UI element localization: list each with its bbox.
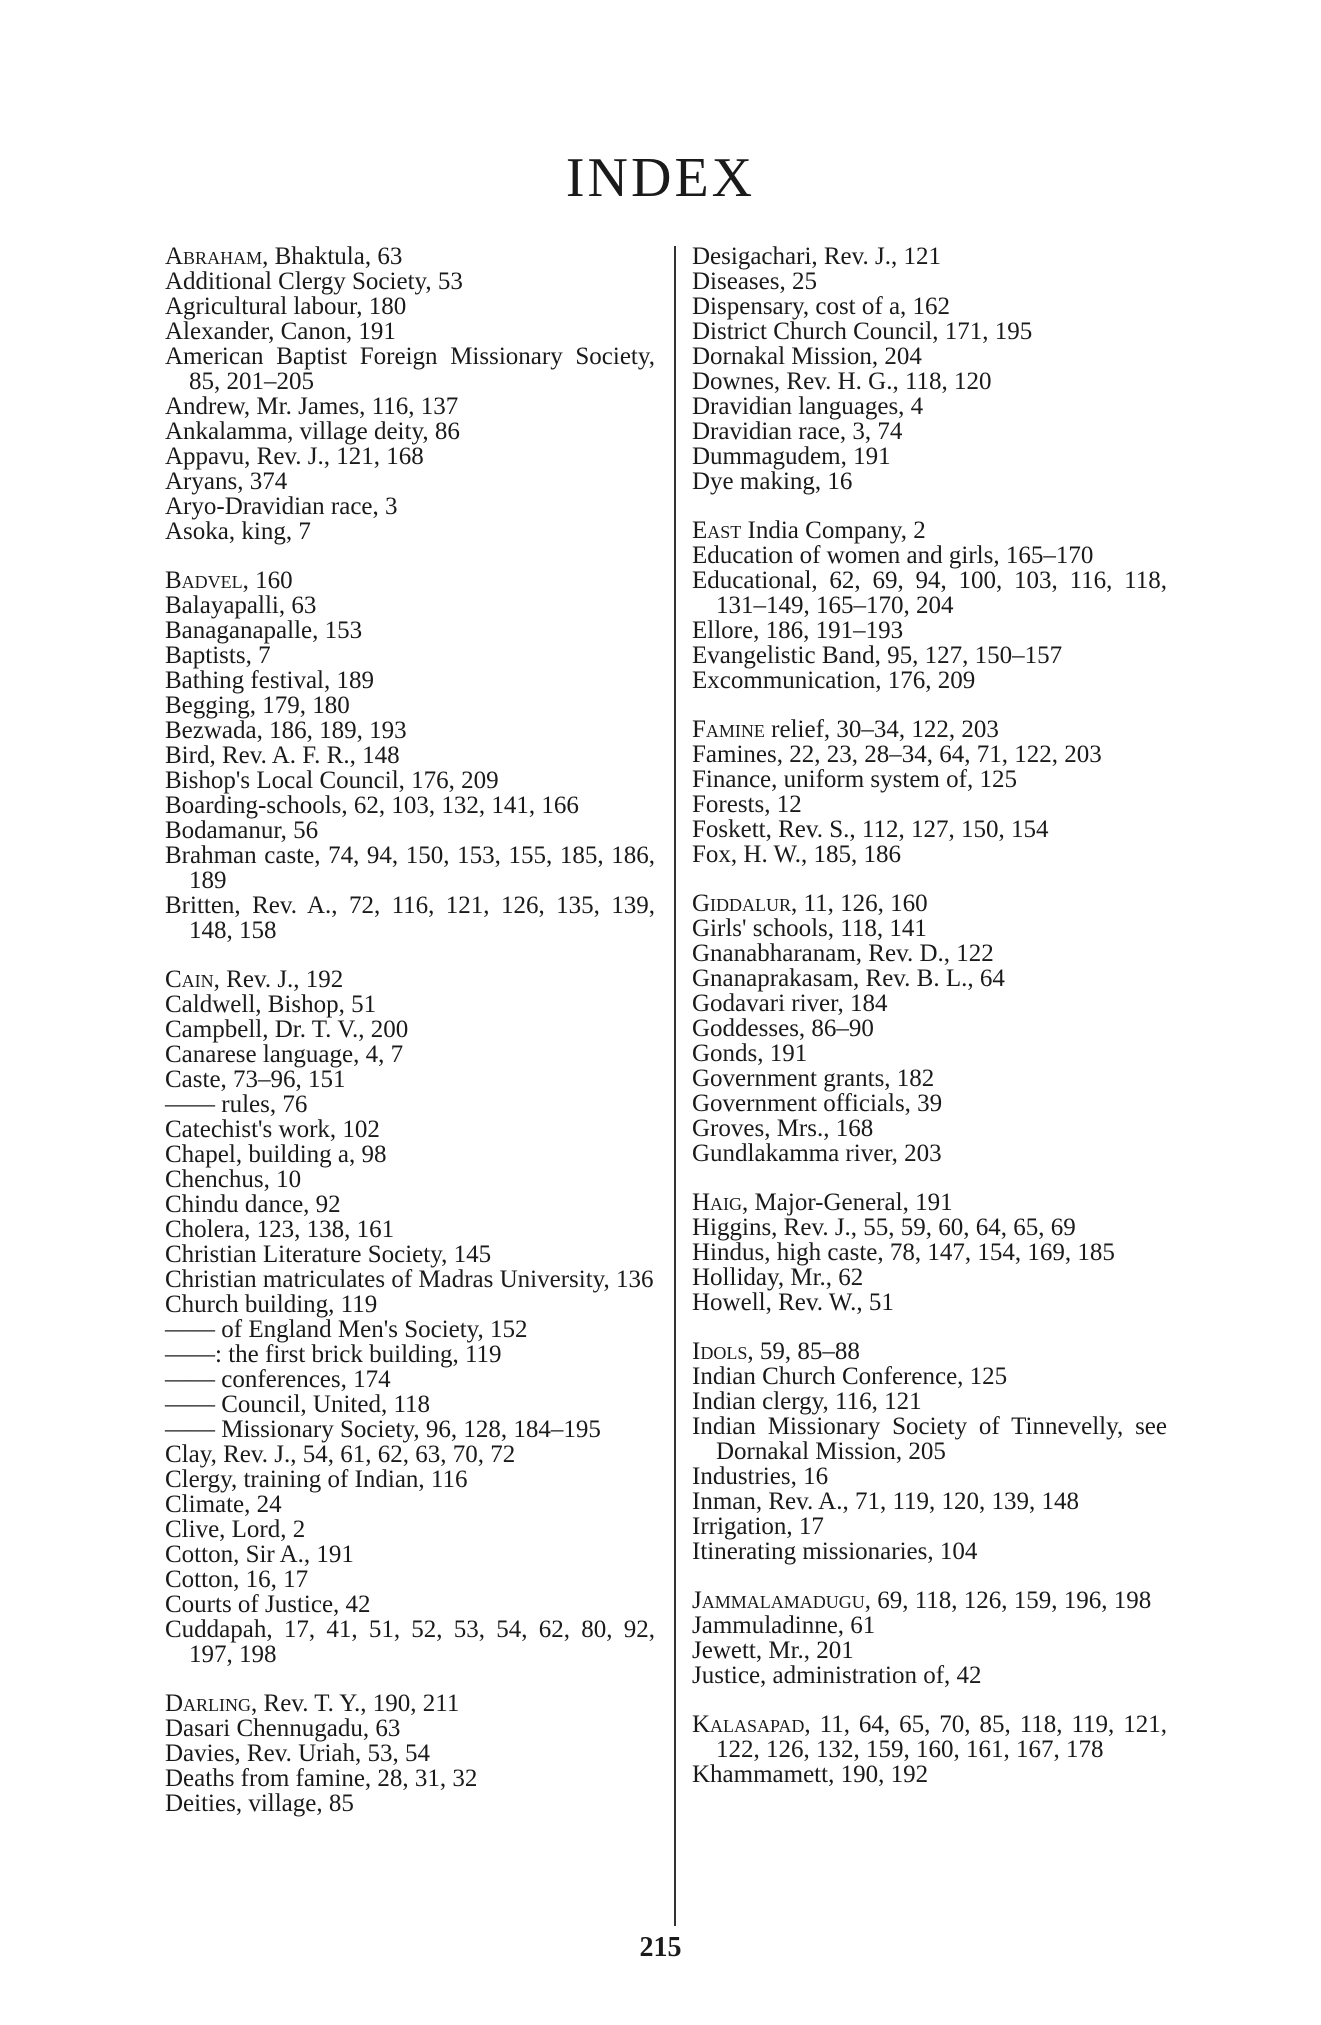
index-entry: Appavu, Rev. J., 121, 168 (165, 443, 424, 470)
index-entry: Indian clergy, 116, 121 (692, 1388, 922, 1415)
index-entry: Christian Literature Society, 145 (165, 1241, 492, 1268)
index-entry: Cotton, Sir A., 191 (165, 1541, 354, 1568)
index-entry-lead: East (692, 517, 742, 544)
index-entry-lead: Cain, (165, 966, 220, 993)
index-entry (692, 1712, 1167, 1762)
index-column-right (692, 244, 1167, 1811)
index-entry: Educational, 62, 69, 94, 100, 103, 116, 118, 131–149, 165–170, 204 (692, 567, 1167, 619)
index-entry: Forests, 12 (692, 791, 802, 818)
index-entry-lead: Giddalur, (692, 890, 798, 917)
index-entry: Christian matriculates of Madras University, 136 (165, 1266, 654, 1293)
index-entry: Downes, Rev. H. G., 118, 120 (692, 368, 992, 395)
index-entry-pages: 160 (248, 567, 293, 594)
index-entry: Additional Clergy Society, 53 (165, 268, 463, 295)
index-entry: Khammamett, 190, 192 (692, 1761, 929, 1788)
index-entry: Foskett, Rev. S., 112, 127, 150, 154 (692, 816, 1049, 843)
index-entry (692, 891, 1167, 916)
index-entry (165, 244, 655, 269)
index-letter-group (692, 1712, 1167, 1787)
index-entry-pages: 11, 64, 65, 70, 85, 118, 119, 121, 122, 126, 132, 159, 160, 161, 167, 178 (716, 1711, 1167, 1763)
index-entry: —— Missionary Society, 96, 128, 184–195 (165, 1416, 601, 1443)
index-entry: Canarese language, 4, 7 (165, 1041, 404, 1068)
index-entry: Caldwell, Bishop, 51 (165, 991, 377, 1018)
index-entry: Asoka, king, 7 (165, 518, 311, 545)
index-entry: Howell, Rev. W., 51 (692, 1289, 894, 1316)
index-entry: Clay, Rev. J., 54, 61, 62, 63, 70, 72 (165, 1441, 516, 1468)
index-entry (692, 1339, 1167, 1364)
index-entry: Gonds, 191 (692, 1040, 808, 1067)
index-letter-group (165, 244, 655, 544)
index-letter-group (165, 568, 655, 943)
index-entry: Church building, 119 (165, 1291, 378, 1318)
index-entry: Caste, 73–96, 151 (165, 1066, 346, 1093)
index-entry: Bezwada, 186, 189, 193 (165, 717, 407, 744)
page-title: INDEX (565, 146, 756, 209)
index-entry: Brahman caste, 74, 94, 150, 153, 155, 185, 186, 189 (165, 842, 655, 894)
index-entry-lead: Haig, (692, 1189, 749, 1216)
page-number: 215 (639, 1932, 682, 1963)
index-entry: Gnanabharanam, Rev. D., 122 (692, 940, 994, 967)
index-entry: Cotton, 16, 17 (165, 1566, 309, 1593)
index-entry: Holliday, Mr., 62 (692, 1264, 864, 1291)
index-entry: Government grants, 182 (692, 1065, 935, 1092)
index-entry (165, 1691, 655, 1716)
index-entry: Campbell, Dr. T. V., 200 (165, 1016, 409, 1043)
index-entry: Evangelistic Band, 95, 127, 150–157 (692, 642, 1063, 669)
index-entry: Justice, administration of, 42 (692, 1662, 982, 1689)
index-entry: Baptists, 7 (165, 642, 271, 669)
index-entry: Itinerating missionaries, 104 (692, 1538, 978, 1565)
index-letter-group (692, 1339, 1167, 1564)
index-entry-pages: relief, 30–34, 122, 203 (764, 716, 999, 743)
index-entry: Diseases, 25 (692, 268, 817, 295)
index-entry: Goddesses, 86–90 (692, 1015, 874, 1042)
index-letter-group (692, 1190, 1167, 1315)
index-entry: Finance, uniform system of, 125 (692, 766, 1017, 793)
index-entry: Famines, 22, 23, 28–34, 64, 71, 122, 203 (692, 741, 1102, 768)
index-entry: Deities, village, 85 (165, 1790, 354, 1817)
index-entry: Begging, 179, 180 (165, 692, 350, 719)
index-letter-group (692, 891, 1167, 1166)
index-entry: Higgins, Rev. J., 55, 59, 60, 64, 65, 69 (692, 1214, 1076, 1241)
index-entry-lead: Darling, (165, 1690, 258, 1717)
index-entry: Cuddapah, 17, 41, 51, 52, 53, 54, 62, 80, 92, 197, 198 (165, 1616, 655, 1668)
index-entry: American Baptist Foreign Missionary Society, 85, 201–205 (165, 343, 655, 395)
index-entry: ——: the first brick building, 119 (165, 1341, 502, 1368)
index-entry: Jewett, Mr., 201 (692, 1637, 854, 1664)
index-entry: Government officials, 39 (692, 1090, 943, 1117)
index-entry: Aryans, 374 (165, 468, 288, 495)
index-entry: Bishop's Local Council, 176, 209 (165, 767, 499, 794)
index-entry: Bathing festival, 189 (165, 667, 374, 694)
index-entry: Dummagudem, 191 (692, 443, 891, 470)
index-entry: Hindus, high caste, 78, 147, 154, 169, 185 (692, 1239, 1115, 1266)
index-entry: Bodamanur, 56 (165, 817, 319, 844)
index-entry: Dornakal Mission, 204 (692, 343, 922, 370)
index-entry: Clergy, training of Indian, 116 (165, 1466, 468, 1493)
index-entry: Gundlakamma river, 203 (692, 1140, 942, 1167)
index-entry-lead: Abraham, (165, 243, 269, 270)
index-entry: —— rules, 76 (165, 1091, 308, 1118)
index-entry: Indian Church Conference, 125 (692, 1363, 1008, 1390)
index-entry-lead: Badvel, (165, 567, 249, 594)
index-entry: Aryo-Dravidian race, 3 (165, 493, 398, 520)
index-entry-pages: Rev. T. Y., 190, 211 (257, 1690, 460, 1717)
index-entry-pages: Major-General, 191 (748, 1189, 953, 1216)
index-entry: Dispensary, cost of a, 162 (692, 293, 951, 320)
index-entry: Jammuladinne, 61 (692, 1612, 876, 1639)
index-entry: Dye making, 16 (692, 468, 853, 495)
index-entry: Cholera, 123, 138, 161 (165, 1216, 395, 1243)
index-entry: District Church Council, 171, 195 (692, 318, 1033, 345)
index-entry (165, 568, 655, 593)
index-entry-lead: Idols, (692, 1338, 754, 1365)
index-entry: —— conferences, 174 (165, 1366, 391, 1393)
index-entry: Boarding-schools, 62, 103, 132, 141, 166 (165, 792, 579, 819)
index-letter-group (692, 717, 1167, 867)
index-letter-group (692, 518, 1167, 693)
index-entry (692, 1190, 1167, 1215)
index-entry-pages: 11, 126, 160 (797, 890, 928, 917)
index-entry: Indian Missionary Society of Tinnevelly, see Dornakal Mission, 205 (692, 1413, 1167, 1465)
index-column-left (165, 244, 655, 1840)
index-letter-group (165, 1691, 655, 1816)
index-entry-pages: Rev. J., 192 (219, 966, 344, 993)
index-entry: Chindu dance, 92 (165, 1191, 341, 1218)
index-entry-pages: Bhaktula, 63 (268, 243, 403, 270)
index-entry: Catechist's work, 102 (165, 1116, 380, 1143)
index-entry (165, 967, 655, 992)
index-entry-pages: India Company, 2 (741, 517, 926, 544)
index-entry: Gnanaprakasam, Rev. B. L., 64 (692, 965, 1005, 992)
index-entry: Excommunication, 176, 209 (692, 667, 976, 694)
index-entry: Inman, Rev. A., 71, 119, 120, 139, 148 (692, 1488, 1080, 1515)
index-entry (692, 1588, 1167, 1613)
index-entry: Courts of Justice, 42 (165, 1591, 371, 1618)
column-divider (674, 246, 676, 1926)
index-entry: Dravidian race, 3, 74 (692, 418, 903, 445)
index-entry: Chapel, building a, 98 (165, 1141, 387, 1168)
index-entry: Godavari river, 184 (692, 990, 888, 1017)
index-entry: Fox, H. W., 185, 186 (692, 841, 902, 868)
index-entry: Agricultural labour, 180 (165, 293, 407, 320)
index-entry: Britten, Rev. A., 72, 116, 121, 126, 135, 139, 148, 158 (165, 892, 655, 944)
index-entry: Education of women and girls, 165–170 (692, 542, 1094, 569)
index-letter-group (165, 967, 655, 1667)
index-letter-group (692, 1588, 1167, 1688)
index-entry: Ellore, 186, 191–193 (692, 617, 904, 644)
index-entry: Chenchus, 10 (165, 1166, 302, 1193)
index-entry-lead: Kalasapad, (692, 1711, 811, 1738)
index-entry: —— of England Men's Society, 152 (165, 1316, 528, 1343)
index-entry (692, 717, 1167, 742)
index-entry: Balayapalli, 63 (165, 592, 317, 619)
index-entry: Alexander, Canon, 191 (165, 318, 396, 345)
index-entry: Desigachari, Rev. J., 121 (692, 243, 942, 270)
index-entry-lead: Jammalamadugu, (692, 1587, 871, 1614)
index-entry: Dasari Chennugadu, 63 (165, 1715, 401, 1742)
index-entry-pages: 59, 85–88 (753, 1338, 860, 1365)
index-entry: Ankalamma, village deity, 86 (165, 418, 460, 445)
index-entry: Deaths from famine, 28, 31, 32 (165, 1765, 478, 1792)
index-entry (692, 518, 1167, 543)
index-letter-group (692, 244, 1167, 494)
index-entry: Andrew, Mr. James, 116, 137 (165, 393, 459, 420)
index-entry: Davies, Rev. Uriah, 53, 54 (165, 1740, 430, 1767)
index-entry: Bird, Rev. A. F. R., 148 (165, 742, 400, 769)
index-entry-lead: Famine (692, 716, 765, 743)
index-entry: Dravidian languages, 4 (692, 393, 924, 420)
index-entry: Banaganapalle, 153 (165, 617, 363, 644)
index-entry: Girls' schools, 118, 141 (692, 915, 927, 942)
index-entry: Groves, Mrs., 168 (692, 1115, 874, 1142)
index-entry-pages: 69, 118, 126, 159, 196, 198 (870, 1587, 1152, 1614)
index-entry: Clive, Lord, 2 (165, 1516, 306, 1543)
index-entry: Irrigation, 17 (692, 1513, 824, 1540)
index-entry: —— Council, United, 118 (165, 1391, 431, 1418)
index-entry: Industries, 16 (692, 1463, 829, 1490)
index-entry: Climate, 24 (165, 1491, 282, 1518)
